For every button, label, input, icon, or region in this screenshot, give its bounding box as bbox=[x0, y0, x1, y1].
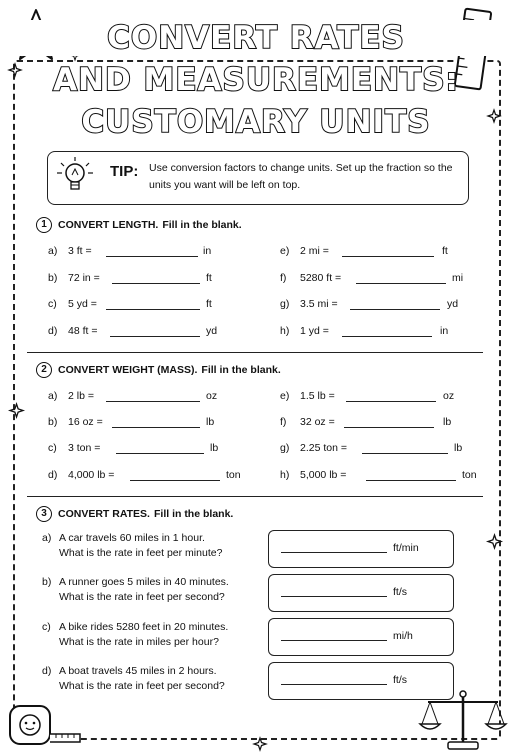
sparkle-icon bbox=[10, 404, 23, 417]
question-letter: g) bbox=[280, 442, 290, 454]
answer-box-c[interactable] bbox=[268, 618, 454, 656]
question-line-2: What is the rate in feet per minute? bbox=[59, 547, 223, 559]
question-text: 1.5 lb = bbox=[300, 390, 335, 402]
answer-blank[interactable] bbox=[110, 336, 200, 337]
section-1-heading bbox=[36, 217, 242, 233]
question-text: 72 in = bbox=[68, 272, 100, 284]
question-text: 2 mi = bbox=[300, 245, 329, 257]
question-1f bbox=[280, 272, 480, 286]
question-line-2: What is the rate in feet per second? bbox=[59, 591, 225, 603]
title-line-1: CONVERT RATES bbox=[0, 20, 512, 56]
answer-blank[interactable] bbox=[366, 480, 456, 481]
question-1e bbox=[280, 245, 480, 259]
lightbulb-icon bbox=[55, 155, 95, 199]
section-instruction: Fill in the blank. bbox=[162, 218, 242, 231]
question-text: 5280 ft = bbox=[300, 272, 342, 284]
section-number: 2 bbox=[36, 362, 52, 378]
question-text: 2 lb = bbox=[68, 390, 94, 402]
answer-blank[interactable] bbox=[356, 283, 446, 284]
section-title: CONVERT RATES. bbox=[58, 507, 150, 520]
question-letter: b) bbox=[48, 416, 58, 428]
answer-unit: yd bbox=[447, 298, 459, 310]
question-text: 32 oz = bbox=[300, 416, 335, 428]
question-text: 3.5 mi = bbox=[300, 298, 338, 310]
tip-text: Use conversion factors to change units. Set up the fraction so the units you want will be left on top. bbox=[149, 162, 453, 191]
title-line-2: AND MEASUREMENTS: bbox=[53, 62, 459, 98]
answer-unit: ft bbox=[206, 298, 212, 310]
question-2a bbox=[48, 390, 258, 404]
section-title: CONVERT WEIGHT (MASS). bbox=[58, 363, 198, 376]
question-letter: a) bbox=[48, 245, 58, 257]
question-1a bbox=[48, 245, 248, 259]
question-line-1: A car travels 60 miles in 1 hour. bbox=[59, 532, 205, 544]
section-3-heading bbox=[36, 506, 233, 522]
answer-unit: yd bbox=[206, 325, 218, 337]
question-letter: f) bbox=[280, 416, 287, 428]
question-1d bbox=[48, 325, 248, 339]
answer-unit: ft/min bbox=[393, 542, 419, 554]
question-text: 3 ft = bbox=[68, 245, 92, 257]
question-text: 5 yd = bbox=[68, 298, 97, 310]
answer-unit: ft/s bbox=[393, 674, 408, 686]
question-2f bbox=[280, 416, 480, 430]
question-1h bbox=[280, 325, 480, 339]
answer-blank[interactable] bbox=[342, 256, 434, 257]
answer-box-b[interactable] bbox=[268, 574, 454, 612]
question-text: 5,000 lb = bbox=[300, 469, 347, 481]
answer-unit: ton bbox=[462, 469, 477, 481]
section-title: CONVERT LENGTH. bbox=[58, 218, 159, 231]
answer-unit: lb bbox=[210, 442, 219, 454]
question-text: 48 ft = bbox=[68, 325, 98, 337]
section-divider bbox=[27, 496, 483, 497]
question-text: 16 oz = bbox=[68, 416, 103, 428]
question-letter: e) bbox=[280, 245, 290, 257]
question-line-1: A bike rides 5280 feet in 20 minutes. bbox=[59, 621, 229, 633]
question-letter: d) bbox=[48, 325, 58, 337]
question-letter: a) bbox=[42, 532, 52, 544]
sparkle-icon bbox=[254, 738, 266, 750]
question-1b bbox=[48, 272, 248, 286]
section-instruction: Fill in the blank. bbox=[153, 507, 234, 520]
question-letter: c) bbox=[48, 442, 57, 454]
question-1g bbox=[280, 298, 480, 312]
question-letter: c) bbox=[48, 298, 57, 310]
question-2h bbox=[280, 469, 485, 483]
answer-unit: oz bbox=[443, 390, 455, 402]
question-text: 4,000 lb = bbox=[68, 469, 115, 481]
answer-blank[interactable] bbox=[106, 309, 200, 310]
question-letter: a) bbox=[48, 390, 58, 402]
answer-blank[interactable] bbox=[281, 596, 387, 597]
question-letter: b) bbox=[48, 272, 58, 284]
answer-blank[interactable] bbox=[342, 336, 432, 337]
question-letter: e) bbox=[280, 390, 290, 402]
sparkle-icon bbox=[488, 535, 501, 548]
answer-unit: in bbox=[440, 325, 449, 337]
question-letter: d) bbox=[48, 469, 58, 481]
section-divider bbox=[27, 352, 483, 353]
section-instruction: Fill in the blank. bbox=[201, 363, 281, 376]
answer-blank[interactable] bbox=[116, 453, 204, 454]
answer-unit: oz bbox=[206, 390, 218, 402]
question-letter: h) bbox=[280, 469, 290, 481]
answer-unit: lb bbox=[206, 416, 215, 428]
answer-blank[interactable] bbox=[281, 552, 387, 553]
answer-unit: ft/s bbox=[393, 586, 408, 598]
answer-blank[interactable] bbox=[130, 480, 220, 481]
answer-unit: in bbox=[203, 245, 212, 257]
question-line-1: A boat travels 45 miles in 2 hours. bbox=[59, 665, 217, 677]
question-2g bbox=[280, 442, 480, 456]
answer-unit: ton bbox=[226, 469, 241, 481]
answer-blank[interactable] bbox=[346, 401, 436, 402]
question-text: 3 ton = bbox=[68, 442, 101, 454]
tip-label: TIP: bbox=[110, 163, 139, 180]
question-2e bbox=[280, 390, 480, 404]
question-line-2: What is the rate in miles per hour? bbox=[59, 636, 219, 648]
section-2-heading bbox=[36, 362, 281, 378]
answer-blank[interactable] bbox=[106, 401, 200, 402]
answer-blank[interactable] bbox=[350, 309, 440, 310]
question-line-1: A runner goes 5 miles in 40 minutes. bbox=[59, 576, 229, 588]
question-line-2: What is the rate in feet per second? bbox=[59, 680, 225, 692]
answer-blank[interactable] bbox=[344, 427, 434, 428]
question-letter: f) bbox=[280, 272, 287, 284]
section-number: 3 bbox=[36, 506, 52, 522]
question-2b bbox=[48, 416, 258, 430]
answer-blank[interactable] bbox=[281, 640, 387, 641]
answer-blank[interactable] bbox=[362, 453, 448, 454]
question-2c bbox=[48, 442, 258, 456]
answer-blank[interactable] bbox=[106, 256, 198, 257]
question-letter: d) bbox=[42, 665, 52, 677]
question-letter: g) bbox=[280, 298, 290, 310]
question-1c bbox=[48, 298, 248, 312]
answer-blank[interactable] bbox=[112, 283, 200, 284]
answer-unit: lb bbox=[454, 442, 463, 454]
answer-unit: ft bbox=[442, 245, 448, 257]
title-line-3: CUSTOMARY UNITS bbox=[81, 104, 431, 140]
answer-unit: mi/h bbox=[393, 630, 413, 642]
question-letter: c) bbox=[42, 621, 51, 633]
question-text: 2.25 ton = bbox=[300, 442, 347, 454]
question-letter: b) bbox=[42, 576, 52, 588]
question-letter: h) bbox=[280, 325, 290, 337]
answer-blank[interactable] bbox=[281, 684, 387, 685]
question-2d bbox=[48, 469, 268, 483]
answer-unit: lb bbox=[443, 416, 452, 428]
answer-unit: mi bbox=[452, 272, 464, 284]
balance-scale-icon bbox=[418, 688, 508, 752]
section-number: 1 bbox=[36, 217, 52, 233]
question-text: 1 yd = bbox=[300, 325, 329, 337]
tape-measure-icon bbox=[6, 700, 86, 750]
answer-unit: ft bbox=[206, 272, 212, 284]
answer-blank[interactable] bbox=[112, 427, 200, 428]
answer-box-a[interactable] bbox=[268, 530, 454, 568]
